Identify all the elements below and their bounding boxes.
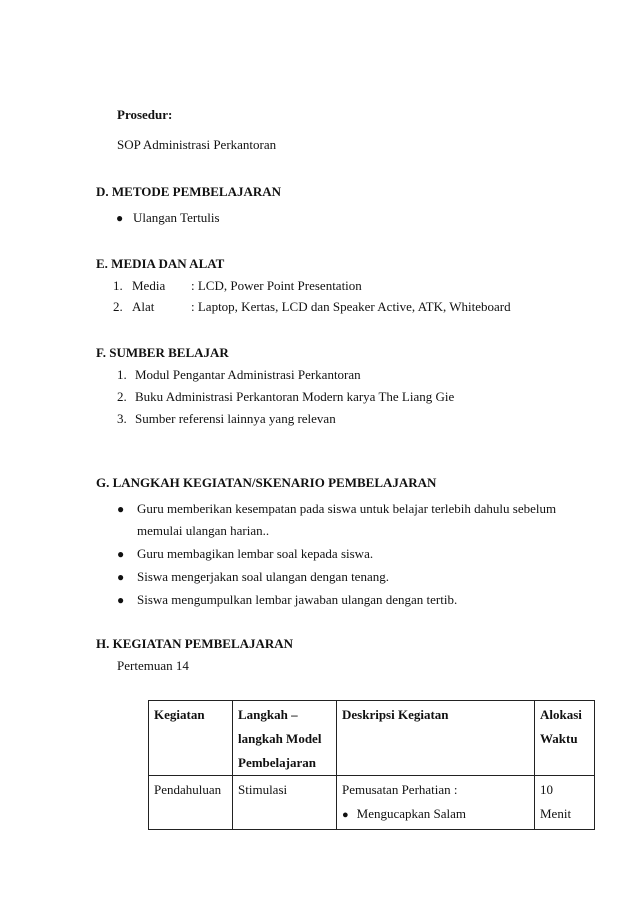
row-alokasi-value: 10 — [540, 782, 553, 797]
section-e-item-label: Alat — [132, 299, 155, 314]
row-deskripsi-bullet: Mengucapkan Salam — [356, 806, 467, 821]
bullet-icon: ● — [117, 547, 125, 561]
section-g-item: Guru membagikan lembar soal kepada siswa. — [137, 546, 374, 561]
section-d-heading: D. METODE PEMBELAJARAN — [96, 184, 282, 199]
header-langkah: langkah Model — [238, 731, 322, 746]
section-e-item-label: Media — [132, 278, 166, 293]
table-header-cell — [535, 701, 595, 776]
section-h-subheading: Pertemuan 14 — [117, 658, 189, 673]
section-h-heading: H. KEGIATAN PEMBELAJARAN — [96, 636, 294, 651]
prosedur-heading: Prosedur: — [117, 107, 173, 122]
header-alokasi: Waktu — [540, 731, 578, 746]
section-f-heading: F. SUMBER BELAJAR — [96, 345, 229, 360]
section-f-item-text: Sumber referensi lainnya yang relevan — [135, 411, 336, 426]
section-g-item: Siswa mengerjakan soal ulangan dengan tenang. — [137, 569, 389, 584]
section-e-heading: E. MEDIA DAN ALAT — [96, 256, 225, 271]
header-kegiatan: Kegiatan — [154, 707, 205, 722]
row-alokasi-unit: Menit — [540, 806, 572, 821]
table-header-cell — [149, 701, 233, 776]
table-header-cell — [337, 701, 535, 776]
bullet-icon: ● — [117, 502, 125, 516]
bullet-icon: ● — [342, 809, 349, 821]
prosedur-text: SOP Administrasi Perkantoran — [117, 137, 277, 152]
section-e-item-num: 1. — [113, 278, 123, 293]
table-header-cell — [233, 701, 337, 776]
section-e-item-value: : Laptop, Kertas, LCD dan Speaker Active, ATK, Whiteboard — [191, 299, 511, 314]
bullet-icon: ● — [117, 593, 125, 607]
table-cell — [233, 776, 337, 830]
table-cell — [149, 776, 233, 830]
row-kegiatan: Pendahuluan — [154, 782, 222, 797]
section-g-item-continued: memulai ulangan harian.. — [137, 523, 270, 538]
row-deskripsi-item — [342, 802, 529, 827]
section-g-item: Siswa mengumpulkan lembar jawaban ulangan dengan tertib. — [137, 592, 458, 607]
section-f-item-text: Buku Administrasi Perkantoran Modern karya The Liang Gie — [135, 389, 455, 404]
bullet-icon: ● — [116, 211, 124, 225]
section-f-item-num: 3. — [117, 411, 127, 426]
table-cell — [337, 776, 535, 830]
table-cell — [535, 776, 595, 830]
section-g-item: Guru memberikan kesempatan pada siswa untuk belajar terlebih dahulu sebelum — [137, 501, 557, 516]
table-row — [149, 776, 595, 830]
row-langkah: Stimulasi — [238, 782, 288, 797]
header-langkah: Langkah – — [238, 707, 298, 722]
section-d-item: Ulangan Tertulis — [133, 210, 220, 225]
header-alokasi: Alokasi — [540, 707, 582, 722]
section-g-heading: G. LANGKAH KEGIATAN/SKENARIO PEMBELAJARAN — [96, 475, 437, 490]
header-deskripsi: Deskripsi Kegiatan — [342, 707, 449, 722]
section-f-item-num: 2. — [117, 389, 127, 404]
kegiatan-table — [148, 700, 595, 830]
section-f-item-num: 1. — [117, 367, 127, 382]
table-header-row — [149, 701, 595, 776]
section-e-item-value: : LCD, Power Point Presentation — [191, 278, 362, 293]
row-deskripsi-title: Pemusatan Perhatian : — [342, 782, 458, 797]
section-e-item-num: 2. — [113, 299, 123, 314]
header-langkah: Pembelajaran — [238, 755, 316, 770]
bullet-icon: ● — [117, 570, 125, 584]
section-f-item-text: Modul Pengantar Administrasi Perkantoran — [135, 367, 361, 382]
